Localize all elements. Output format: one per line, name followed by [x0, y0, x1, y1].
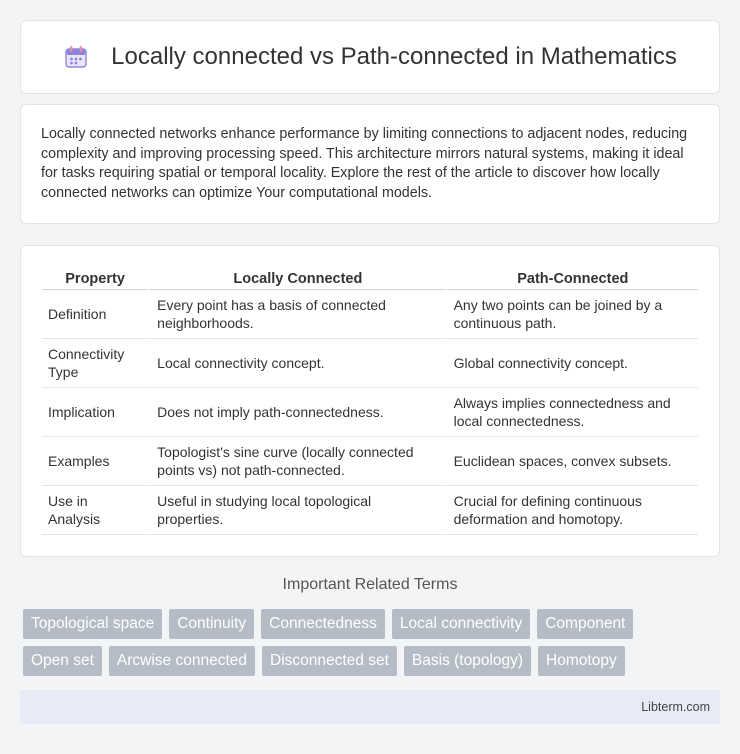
- table-cell-locally-connected: Topologist's sine curve (locally connected points vs) not path-connected.: [148, 437, 444, 486]
- tag-topological-space[interactable]: Topological space: [23, 609, 162, 639]
- table-row: [42, 388, 698, 437]
- page-title: Locally connected vs Path-connected in Mathematics: [111, 43, 677, 70]
- table-cell-locally-connected: Local connectivity concept.: [148, 339, 444, 388]
- table-cell-path-connected: Any two points can be joined by a continuous path.: [445, 290, 698, 339]
- table-row: [42, 437, 698, 486]
- table-cell-property: Connectivity Type: [42, 339, 148, 388]
- comparison-table: [42, 264, 698, 535]
- header-card: [20, 20, 720, 94]
- tag-connectedness[interactable]: Connectedness: [261, 609, 385, 639]
- table-cell-path-connected: Crucial for defining continuous deformation and homotopy.: [445, 486, 698, 535]
- intro-card: [20, 104, 720, 224]
- tag-basis-topology[interactable]: Basis (topology): [404, 646, 531, 676]
- comparison-table-card: [20, 245, 720, 557]
- table-cell-path-connected: Euclidean spaces, convex subsets.: [445, 437, 698, 486]
- table-cell-path-connected: Always implies connectedness and local connectedness.: [445, 388, 698, 437]
- tag-arcwise-connected[interactable]: Arcwise connected: [109, 646, 255, 676]
- footer-site-link[interactable]: Libterm.com: [641, 700, 710, 714]
- tag-continuity[interactable]: Continuity: [169, 609, 254, 639]
- footer: [20, 690, 720, 724]
- calendar-icon: [63, 44, 89, 70]
- tag-row: [23, 646, 723, 676]
- tag-row: [23, 609, 723, 639]
- table-row: [42, 339, 698, 388]
- tag-open-set[interactable]: Open set: [23, 646, 102, 676]
- table-cell-locally-connected: Does not imply path-connectedness.: [148, 388, 444, 437]
- related-terms-tags: [23, 609, 723, 683]
- table-cell-property: Examples: [42, 437, 148, 486]
- table-cell-path-connected: Global connectivity concept.: [445, 339, 698, 388]
- table-cell-property: Implication: [42, 388, 148, 437]
- table-cell-property: Use in Analysis: [42, 486, 148, 535]
- table-cell-locally-connected: Every point has a basis of connected neighborhoods.: [148, 290, 444, 339]
- table-row: [42, 290, 698, 339]
- intro-paragraph: Locally connected networks enhance performance by limiting connections to adjacent nodes, reducing complexity and improving processing speed. This architecture mirrors natural systems, making it ideal for tasks requiring spatial or temporal locality. Explore the rest of the article to discover how locally connected networks can optimize Your computational models.: [41, 126, 688, 201]
- column-header-path-connected: Path-Connected: [445, 264, 698, 290]
- related-terms-heading: Important Related Terms: [282, 576, 458, 593]
- tag-local-connectivity[interactable]: Local connectivity: [392, 609, 530, 639]
- tag-homotopy[interactable]: Homotopy: [538, 646, 625, 676]
- tag-component[interactable]: Component: [537, 609, 633, 639]
- column-header-locally-connected: Locally Connected: [148, 264, 444, 290]
- table-cell-property: Definition: [42, 290, 148, 339]
- table-cell-locally-connected: Useful in studying local topological properties.: [148, 486, 444, 535]
- column-header-property: Property: [42, 264, 148, 290]
- table-header-row: [42, 264, 698, 290]
- table-row: [42, 486, 698, 535]
- tag-disconnected-set[interactable]: Disconnected set: [262, 646, 397, 676]
